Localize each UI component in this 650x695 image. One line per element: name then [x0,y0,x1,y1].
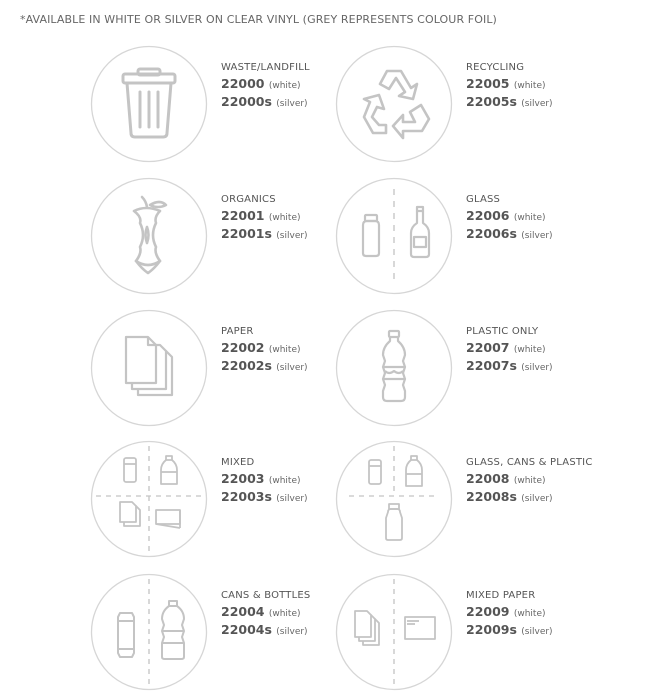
waste-circle [90,45,208,163]
mixed-circle [90,440,208,558]
code-silver: 22006s (silver) [466,226,553,241]
product-label [221,194,308,241]
category-name: CANS & BOTTLES [221,590,311,601]
category-name: GLASS, CANS & PLASTIC [466,457,593,468]
code-silver: 22009s (silver) [466,622,553,637]
glass-cans-plastic-icon [335,440,453,558]
glass-cans-plastic-circle [335,440,453,558]
apple-core-icon [90,177,208,295]
product-glass [335,177,635,295]
availability-note: *AVAILABLE IN WHITE OR SILVER ON CLEAR VINYL (GREY REPRESENTS COLOUR FOIL) [20,13,497,26]
organics-circle [90,177,208,295]
code-white: 22004 (white) [221,604,301,619]
category-name: MIXED [221,457,255,468]
product-label [221,457,308,504]
recycling-circle [335,45,453,163]
product-label [466,62,553,109]
code-silver: 22005s (silver) [466,94,553,109]
code-white: 22008 (white) [466,471,546,486]
code-silver: 22000s (silver) [221,94,308,109]
code-white: 22003 (white) [221,471,301,486]
code-white: 22007 (white) [466,340,546,355]
category-name: PAPER [221,326,254,337]
code-silver: 22007s (silver) [466,358,553,373]
code-white: 22005 (white) [466,76,546,91]
category-name: GLASS [466,194,501,205]
product-plastic-only [335,309,635,427]
product-label [466,590,553,637]
cans-bottles-circle [90,573,208,691]
mixed-paper-circle [335,573,453,691]
product-label [221,590,310,637]
category-name: MIXED PAPER [466,590,536,601]
product-label [221,62,310,109]
category-name: WASTE/LANDFILL [221,62,310,73]
product-mixed-paper [335,573,635,691]
code-silver: 22001s (silver) [221,226,308,241]
recycle-icon [335,45,453,163]
plastic-bottle-icon [335,309,453,427]
code-white: 22009 (white) [466,604,546,619]
code-silver: 22004s (silver) [221,622,308,637]
category-name: ORGANICS [221,194,276,205]
product-label [466,326,553,373]
product-glass-cans-plastic [335,440,635,558]
product-label [466,457,593,504]
category-name: PLASTIC ONLY [466,326,539,337]
trash-bin-icon [90,45,208,163]
code-white: 22001 (white) [221,208,301,223]
mixed-quadrant-icon [90,440,208,558]
category-name: RECYCLING [466,62,525,73]
product-label [221,326,308,373]
glass-circle [335,177,453,295]
code-white: 22002 (white) [221,340,301,355]
mixed-paper-icon [335,573,453,691]
paper-circle [90,309,208,427]
glass-jar-bottle-icon [335,177,453,295]
can-bottle-icon [90,573,208,691]
paper-sheets-icon [90,309,208,427]
code-white: 22000 (white) [221,76,301,91]
code-white: 22006 (white) [466,208,546,223]
code-silver: 22003s (silver) [221,489,308,504]
code-silver: 22008s (silver) [466,489,553,504]
product-label [466,194,553,241]
plastic-circle [335,309,453,427]
product-recycling [335,45,635,163]
code-silver: 22002s (silver) [221,358,308,373]
